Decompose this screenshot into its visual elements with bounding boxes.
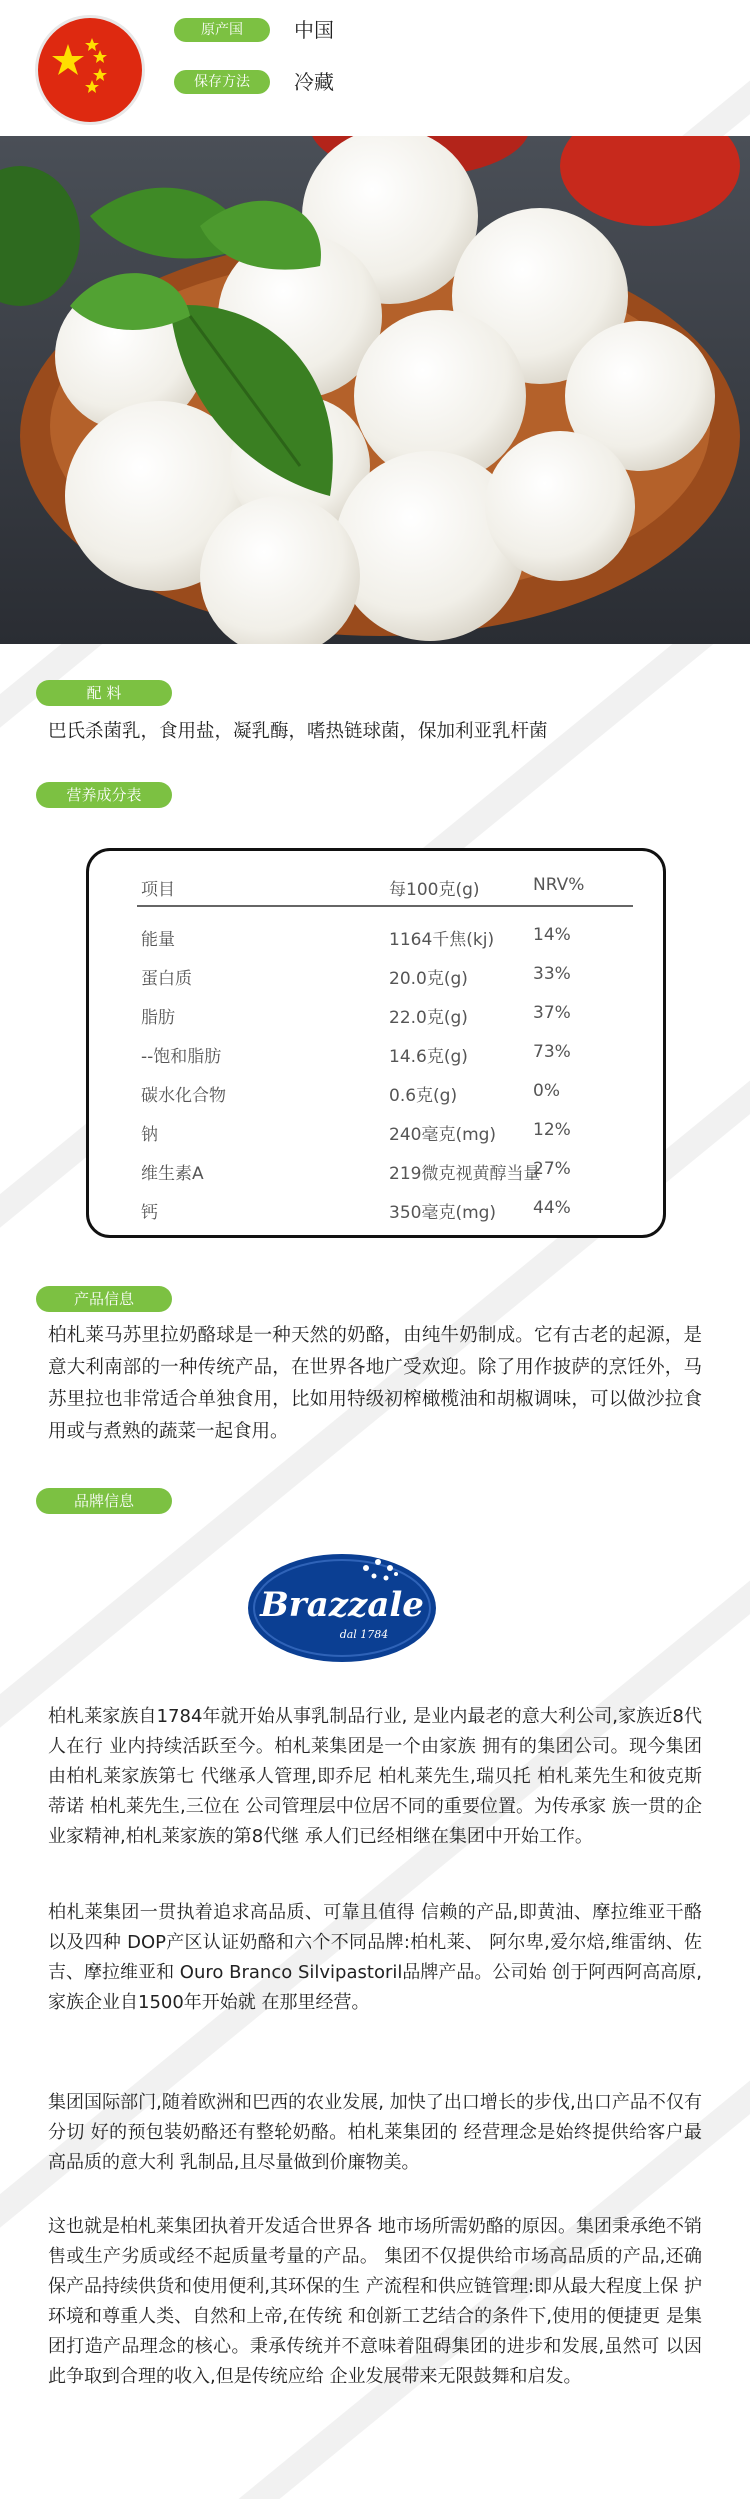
nutrient-name: 钠 <box>141 1125 158 1145</box>
brand-para-4: 这也就是柏札莱集团执着开发适合世界各 地市场所需奶酪的原因。集团秉承绝不销 售或生产劣质或经不起质量考量的产品。 集团不仅提供给市场高品质的产品,还确 保产品持续供货和使用便利,其环保的生 产流程和供应链管理:即从最大程度上保 护环境和尊重人类、自然和上帝,在传统 和创新工艺结合的条件下,使用的便捷更 是集团打造产品理念的核心。秉承传统并不意味着阻碍集团的进步和发展,虽然可 以因此争取到合理的收入,但是传统应给 企业发展带来无限鼓舞和启发。 <box>48 2216 702 2387</box>
product-info-text: 柏札莱马苏里拉奶酪球是一种天然的奶酪，由纯牛奶制成。它有古老的起源，是意大利南部的一种传统产品，在世界各地广受欢迎。除了用作披萨的烹饪外，马苏里拉也非常适合单独食用，比如用特级初榨橄榄油和胡椒调味，可以做沙拉食用或与煮熟的蔬菜一起食用。 <box>48 1325 702 1442</box>
nutrition-header-divider <box>137 905 633 907</box>
nutrient-nrv: 12% <box>533 1120 571 1140</box>
storage-value: 冷藏 <box>294 70 334 94</box>
nutrient-nrv: 0% <box>533 1081 560 1101</box>
nutrition-table <box>86 848 666 1238</box>
brand-para-2: 柏札莱集团一贯执着追求高品质、可靠且值得 信赖的产品,即黄油、摩拉维亚干酪以及四种 DOP产区认证奶酪和六个不同品牌:柏札莱、 阿尔卑,爱尔焙,维雷纳、佐吉、摩拉维亚和 Ouro Branco Silvipastoril品牌产品。公司始 创于阿西阿高高原,家族企业自1500年开始就 在那里经营。 <box>48 1902 702 2013</box>
storage-label: 保存方法 <box>174 70 270 94</box>
nutrient-nrv: 14% <box>533 925 571 945</box>
nutrient-amount: 1164千焦(kj) <box>389 930 495 950</box>
logo-text: Brazzale <box>260 1585 424 1625</box>
nutrient-nrv: 37% <box>533 1003 571 1023</box>
nutrient-amount: 350毫克(mg) <box>389 1203 497 1223</box>
brand-para-1: 柏札莱家族自1784年就开始从事乳制品行业, 是业内最老的意大利公司,家族近8代人在行 业内持续活跃至今。柏札莱集团是一个由家族 拥有的集团公司。现今集团由柏札莱家族第七 代继承人管理,即乔尼 柏札莱先生,瑞贝托 柏札莱先生和彼克斯蒂诺 柏札莱先生,三位在 公司管理层中位居不同的重要位置。为传承家 族一贯的企业家精神,柏札莱家族的第8代继 承人们已经相继在集团中开始工作。 <box>48 1706 702 1847</box>
origin-label: 原产国 <box>174 18 270 42</box>
ingredients-tag: 配 料 <box>36 680 172 706</box>
nutrition-row <box>141 1032 631 1071</box>
nutrient-name: 蛋白质 <box>141 969 192 989</box>
nutrition-row <box>141 1071 631 1110</box>
nutrition-col-per100g: 每100克(g) <box>389 880 480 900</box>
nutrient-name: 能量 <box>141 930 175 950</box>
nutrient-name: --饱和脂肪 <box>141 1047 222 1067</box>
nutrient-nrv: 44% <box>533 1198 571 1218</box>
nutrition-col-nrv: NRV% <box>533 875 585 895</box>
nutrition-tag: 营养成分表 <box>36 782 172 808</box>
brand-info-tag: 品牌信息 <box>36 1488 172 1514</box>
nutrient-nrv: 33% <box>533 964 571 984</box>
nutrient-name: 钙 <box>141 1203 158 1223</box>
brand-para-3: 集团国际部门,随着欧洲和巴西的农业发展, 加快了出口增长的步伐,出口产品不仅有分切 好的预包装奶酪还有整轮奶酪。柏札莱集团的 经营理念是始终提供给客户最高品质的意大利 乳制品,且尽量做到价廉物美。 <box>48 2092 702 2173</box>
nutrient-nrv: 73% <box>533 1042 571 1062</box>
nutrition-row <box>141 993 631 1032</box>
nutrient-amount: 0.6克(g) <box>389 1086 458 1106</box>
nutrition-header-row <box>141 865 631 904</box>
nutrient-nrv: 27% <box>533 1159 571 1179</box>
product-photo <box>0 136 750 644</box>
nutrient-amount: 14.6克(g) <box>389 1047 468 1067</box>
nutrient-amount: 240毫克(mg) <box>389 1125 497 1145</box>
nutrient-amount: 219微克视黄醇当量 <box>389 1164 541 1184</box>
nutrition-row <box>141 954 631 993</box>
product-info-tag: 产品信息 <box>36 1286 172 1312</box>
china-flag-icon <box>38 18 142 122</box>
logo-subtext: dal 1784 <box>339 1628 389 1641</box>
nutrition-row <box>141 1110 631 1149</box>
nutrient-name: 碳水化合物 <box>141 1086 226 1106</box>
nutrition-row <box>141 1149 631 1188</box>
nutrition-row <box>141 915 631 954</box>
nutrient-name: 维生素A <box>141 1164 204 1184</box>
ingredients-text: 巴氏杀菌乳，食用盐，凝乳酶，嗜热链球菌，保加利亚乳杆菌 <box>48 721 548 742</box>
origin-value: 中国 <box>294 18 334 42</box>
nutrition-col-item: 项目 <box>141 880 175 900</box>
nutrient-name: 脂肪 <box>141 1008 175 1028</box>
nutrient-amount: 22.0克(g) <box>389 1008 468 1028</box>
nutrient-amount: 20.0克(g) <box>389 969 468 989</box>
nutrition-row <box>141 1188 631 1227</box>
brazzale-logo <box>246 1546 438 1664</box>
